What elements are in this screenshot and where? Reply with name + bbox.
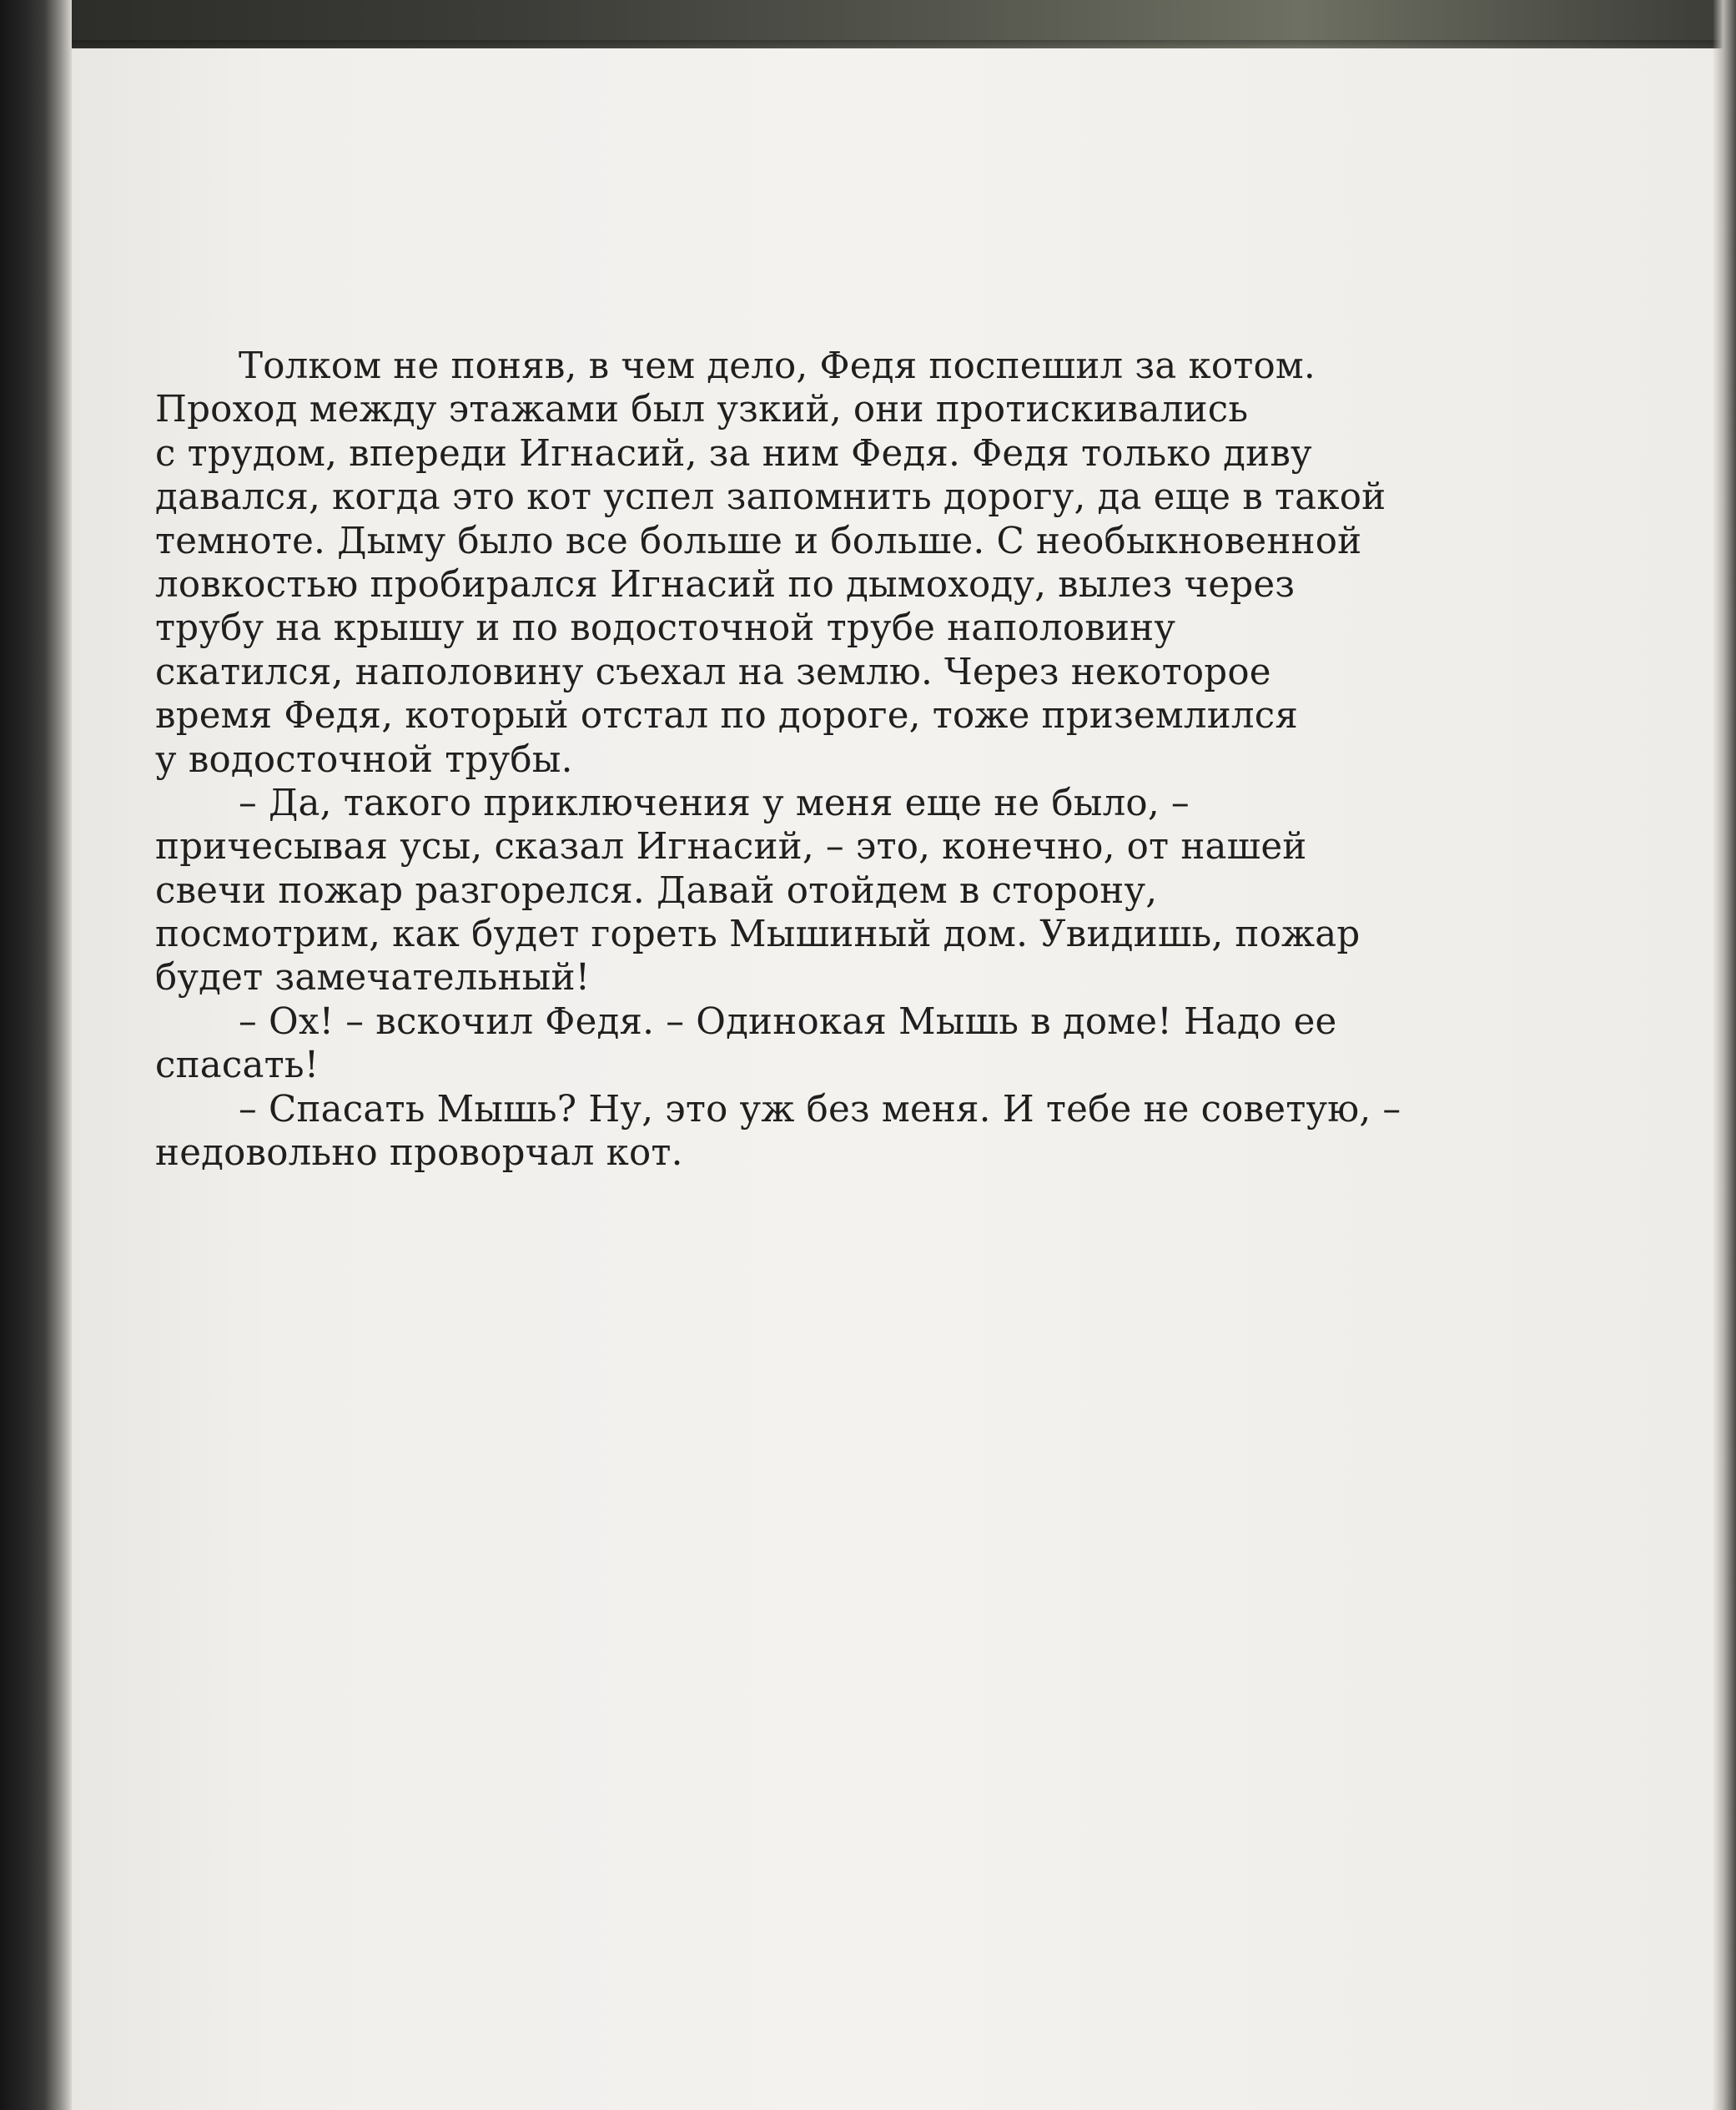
text-line: свечи пожар разгорелся. Давай отойдем в сторону, — [155, 869, 1158, 912]
text-line: давался, когда это кот успел запомнить дорогу, да еще в такой — [155, 476, 1386, 519]
text-line: время Федя, который отстал по дороге, тоже приземлился — [155, 695, 1298, 738]
book-binding-edge — [0, 0, 72, 2110]
text-line: – Спасать Мышь? Ну, это уж без меня. И тебе не советую, – — [239, 1088, 1401, 1131]
text-line: ловкостью пробирался Игнасий по дымоходу, вылез через — [155, 563, 1296, 606]
text-line: у водосточной трубы. — [155, 738, 573, 781]
text-line: темноте. Дыму было все больше и больше. С необыкновенной — [155, 520, 1362, 562]
paragraph-2 — [155, 782, 1607, 1000]
text-line: причесывая усы, сказал Игнасий, – это, конечно, от нашей — [155, 826, 1307, 869]
text-line: будет замечательный! — [155, 957, 591, 1000]
text-line: с трудом, впереди Игнасий, за ним Федя. Федя только диву — [155, 432, 1312, 475]
paragraph-4 — [155, 1088, 1607, 1176]
top-scan-border — [0, 0, 1736, 48]
text-line: спасать! — [155, 1045, 320, 1087]
text-line: Толком не поняв, в чем дело, Федя поспешил за котом. — [239, 345, 1316, 387]
text-line: недовольно проворчал кот. — [155, 1132, 683, 1175]
text-line: Проход между этажами был узкий, они протискивались — [155, 389, 1249, 431]
story-text — [155, 345, 1607, 1175]
right-scan-edge — [1713, 0, 1736, 2110]
text-line: скатился, наполовину съехал на землю. Через некоторое — [155, 651, 1271, 693]
text-line: – Да, такого приключения у меня еще не было, – — [239, 782, 1190, 824]
page-sheet — [72, 48, 1713, 2110]
text-line: – Ох! – вскочил Федя. – Одинокая Мышь в доме! Надо ее — [239, 1000, 1337, 1043]
text-line: посмотрим, как будет гореть Мышиный дом. Увидишь, пожар — [155, 914, 1361, 956]
text-line: трубу на крышу и по водосточной трубе наполовину — [155, 607, 1176, 650]
paragraph-1 — [155, 345, 1607, 782]
paragraph-3 — [155, 1000, 1607, 1088]
